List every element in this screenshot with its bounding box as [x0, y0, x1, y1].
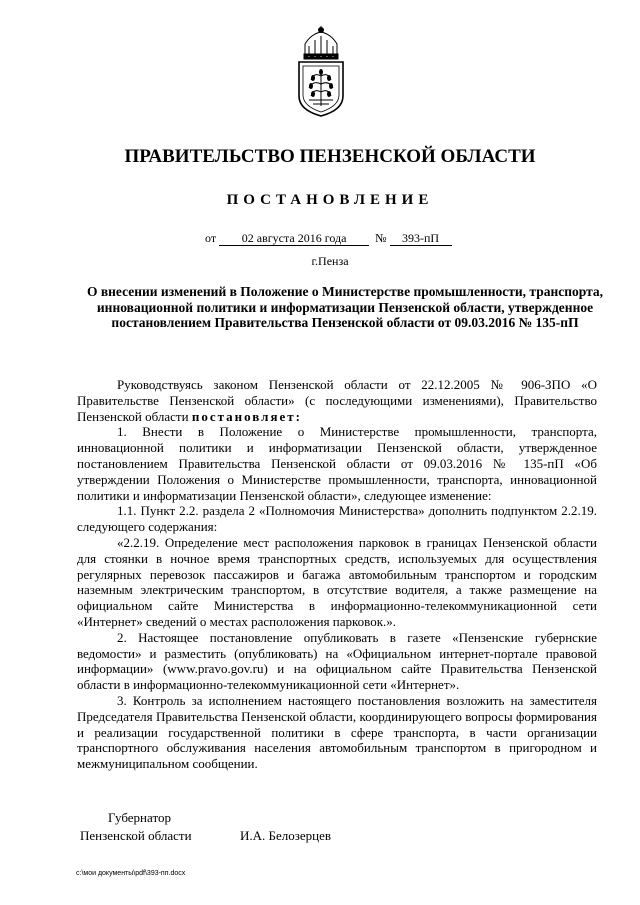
document-type: ПОСТАНОВЛЕНИЕ	[226, 192, 434, 208]
penza-coat-of-arms-icon	[295, 26, 347, 118]
paragraph-1-1-text: «2.2.19. Определение мест расположения парковок в границах Пензенской области для стоянки в ночное время транспортных средств, используемых для осуществления регулярных перевозок пассажиров и багажа автомобильным транспортом и городским наземным электрическим транспортом, в отсутствие водителя, а также размещение на официальном сайте Министерства в информационно-телекоммуникационной сети «Интернет» сведений о местах расположения парковок.».	[77, 534, 597, 629]
date-number-line	[205, 231, 452, 246]
document-subject: О внесении изменений в Положение о Министерстве промышленности, транспорта, инновационной политики и информатизации Пензенской области, утвержденное постановлением Правительства Пензенской области от 09.03.2016 № 135-пП	[86, 284, 604, 330]
paragraph-1-1: 1.1. Пункт 2.2. раздела 2 «Полномочия Министерства» дополнить подпунктом 2.2.19. следующего содержания:	[77, 503, 597, 535]
document-date: 02 августа 2016 года	[219, 231, 369, 246]
paragraph-1: 1. Внести в Положение о Министерстве промышленности, транспорта, инновационной политики и информатизации Пензенской области, утвержденное постановлением Правительства Пензенской области от 09.03.2016 № 135-пП «Об утверждении Положения о Министерстве промышленности, транспорта, инновационной политики и информатизации Пензенской области», следующее изменение:	[77, 424, 597, 503]
document-number: 393-пП	[390, 231, 452, 246]
signatory-region: Пензенской области	[80, 828, 192, 843]
government-title: ПРАВИТЕЛЬСТВО ПЕНЗЕНСКОЙ ОБЛАСТИ	[124, 146, 536, 167]
paragraph-2: 2. Настоящее постановление опубликовать в газете «Пензенские губернские ведомости» и разместить (опубликовать) на «Официальном интернет-портале правовой информации» (www.pravo.gov.ru) и на официальном сайте Правительства Пензенской области в информационно-телекоммуникационной сети «Интернет».	[77, 629, 597, 693]
city: г.Пенза	[311, 254, 349, 268]
decree-word: постановляет:	[191, 408, 302, 424]
date-prefix: от	[205, 231, 217, 245]
signatory-title: Губернатор	[108, 810, 171, 825]
file-path: c:\мои документы\pdf\393-пп.docx	[76, 870, 186, 877]
intro-paragraph	[77, 377, 597, 424]
intro-text: Руководствуясь законом Пензенской области от 22.12.2005 № 906-ЗПО «О Правительстве Пензенской области» (с последующими изменениями), Правительство Пензенской области	[77, 377, 597, 424]
signatory-name: И.А. Белозерцев	[240, 828, 332, 843]
document-body	[77, 377, 597, 772]
paragraph-3: 3. Контроль за исполнением настоящего постановления возложить на заместителя Председателя Правительства Пензенской области, координирующего вопросы формирования и реализации государственной политики в сфере транспорта, в части организации транспортного обслуживания населения автомобильным транспортом в пригородном и межмуниципальном сообщении.	[77, 692, 597, 772]
number-prefix: №	[375, 231, 387, 245]
